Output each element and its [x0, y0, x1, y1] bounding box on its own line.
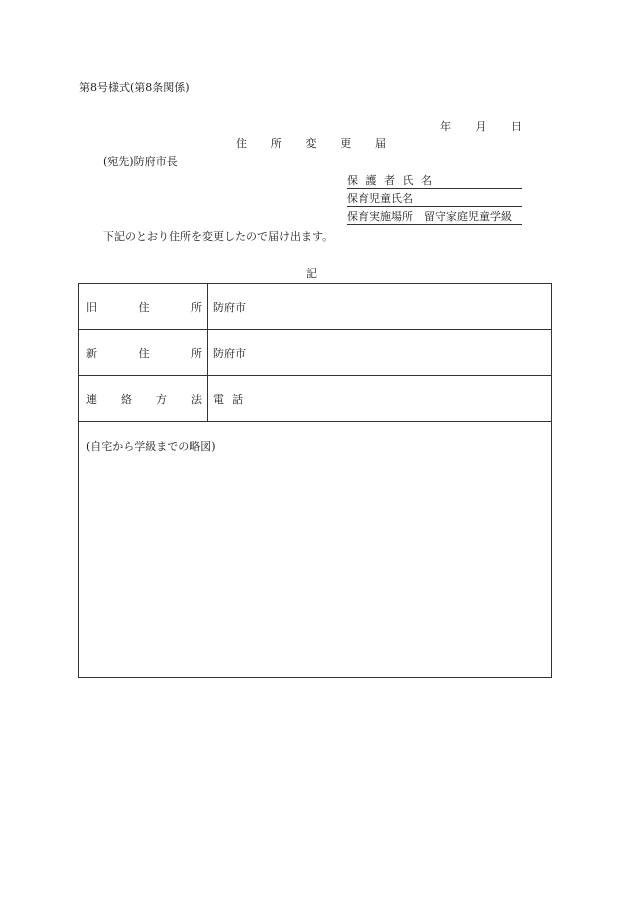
- title-char: 住: [236, 137, 247, 150]
- title-char: 変: [305, 137, 317, 150]
- title-char: 更: [340, 137, 352, 150]
- label-char: 旧: [86, 300, 97, 314]
- ki-heading: 記: [306, 267, 317, 280]
- addressee: (宛先)防府市長: [103, 155, 178, 168]
- label-char: 方: [156, 392, 167, 406]
- label-char: 所: [191, 346, 202, 360]
- label-char: 所: [191, 300, 202, 314]
- label-char: 住: [138, 346, 150, 360]
- label-char: 連: [86, 392, 97, 406]
- title-char: 届: [375, 137, 386, 150]
- new-address-value[interactable]: 防府市: [213, 346, 246, 360]
- label-char: 絡: [121, 392, 132, 406]
- guardian-name-field[interactable]: 保 護 者 氏 名: [347, 175, 522, 189]
- month-unit: 月: [475, 120, 487, 133]
- label-char: 住: [138, 300, 150, 314]
- old-address-row: [79, 284, 551, 330]
- facility-field[interactable]: 保育実施場所 留守家庭児童学級: [347, 211, 522, 225]
- intro-text: 下記のとおり住所を変更したので届け出ます。: [103, 230, 334, 243]
- label-char: 新: [86, 346, 97, 360]
- contact-value[interactable]: 電話: [213, 392, 251, 406]
- old-address-label: [79, 284, 208, 329]
- date-line: [440, 121, 522, 132]
- form-number: 第8号様式(第8条関係): [79, 81, 190, 94]
- new-address-label: [79, 330, 208, 375]
- child-name-field[interactable]: 保育児童氏名: [347, 193, 522, 207]
- title-char: 所: [270, 137, 282, 150]
- contact-label: [79, 376, 208, 421]
- contact-row: [79, 376, 551, 422]
- document-title: [236, 138, 386, 149]
- record-table: [78, 283, 552, 678]
- day-unit: 日: [511, 120, 522, 133]
- new-address-row: [79, 330, 551, 376]
- map-area-label: (自宅から学級までの略図): [86, 440, 216, 453]
- old-address-value[interactable]: 防府市: [213, 300, 246, 314]
- year-unit: 年: [440, 120, 451, 133]
- label-char: 法: [191, 392, 202, 406]
